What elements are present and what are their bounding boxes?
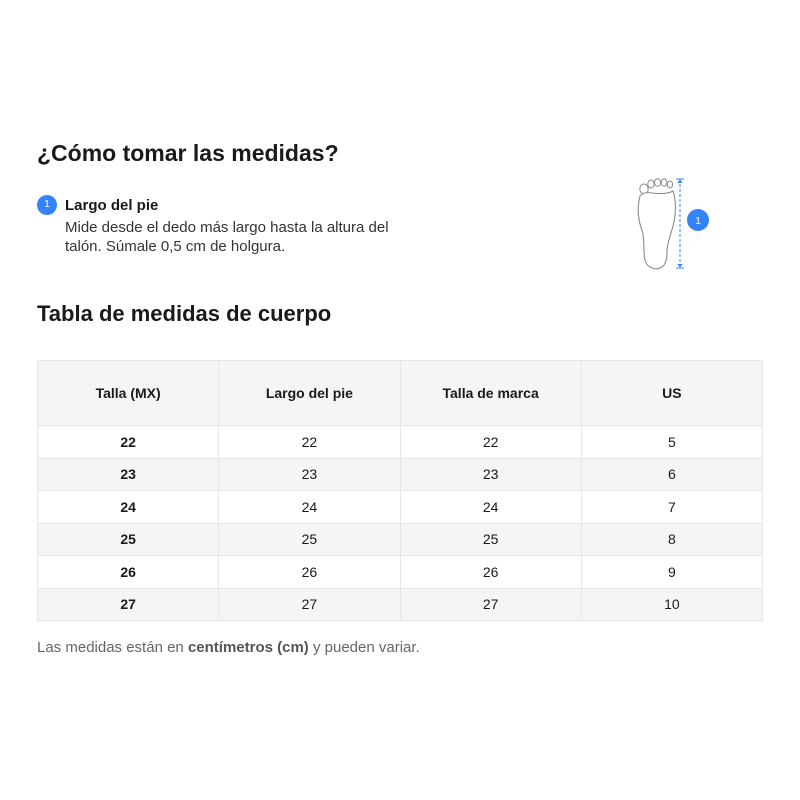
cell-talla-mx: 24: [38, 491, 219, 524]
cell-talla-mx: 22: [38, 426, 219, 459]
header-largo-pie: Largo del pie: [219, 361, 400, 426]
cell-largo-pie: 23: [219, 458, 400, 491]
cell-largo-pie: 26: [219, 556, 400, 589]
table-header-row: [38, 361, 763, 426]
section-title: Tabla de medidas de cuerpo: [37, 301, 332, 326]
cell-largo-pie: 25: [219, 523, 400, 556]
size-table: [37, 360, 763, 621]
step-number-badge: 1: [37, 195, 57, 215]
cell-largo-pie: 22: [219, 426, 400, 459]
table-row: [38, 426, 763, 459]
cell-largo-pie: 24: [219, 491, 400, 524]
table-row: [38, 523, 763, 556]
table-row: [38, 588, 763, 621]
table-row: [38, 491, 763, 524]
cell-us: 5: [581, 426, 762, 459]
cell-talla-mx: 26: [38, 556, 219, 589]
cell-us: 10: [581, 588, 762, 621]
footnote-units: centímetros (cm): [187, 639, 309, 656]
header-us: US: [581, 361, 762, 426]
foot-icon: [630, 172, 720, 276]
cell-us: 8: [581, 523, 762, 556]
footnote-text-before: Las medidas están en: [37, 639, 188, 656]
step-description: Mide desde el dedo más largo hasta la altura del talón. Súmale 0,5 cm de holgura.: [65, 219, 389, 255]
cell-talla-mx: 27: [38, 588, 219, 621]
cell-us: 7: [581, 491, 762, 524]
units-footnote: [37, 638, 420, 658]
cell-talla-marca: 22: [400, 426, 581, 459]
step-title: Largo del pie: [65, 197, 159, 214]
cell-largo-pie: 27: [219, 588, 400, 621]
page-title: ¿Cómo tomar las medidas?: [37, 140, 339, 166]
footnote-text-after: y pueden variar.: [308, 639, 420, 656]
cell-talla-mx: 23: [38, 458, 219, 491]
table-row: [38, 556, 763, 589]
table-row: [38, 458, 763, 491]
cell-talla-marca: 24: [400, 491, 581, 524]
cell-talla-marca: 25: [400, 523, 581, 556]
cell-talla-marca: 23: [400, 458, 581, 491]
header-talla-mx: Talla (MX): [38, 361, 219, 426]
cell-talla-marca: 27: [400, 588, 581, 621]
illustration-badge-number: 1: [695, 216, 701, 227]
cell-talla-mx: 25: [38, 523, 219, 556]
cell-us: 9: [581, 556, 762, 589]
cell-us: 6: [581, 458, 762, 491]
foot-measurement-illustration: [630, 172, 720, 276]
header-talla-marca: Talla de marca: [400, 361, 581, 426]
cell-talla-marca: 26: [400, 556, 581, 589]
